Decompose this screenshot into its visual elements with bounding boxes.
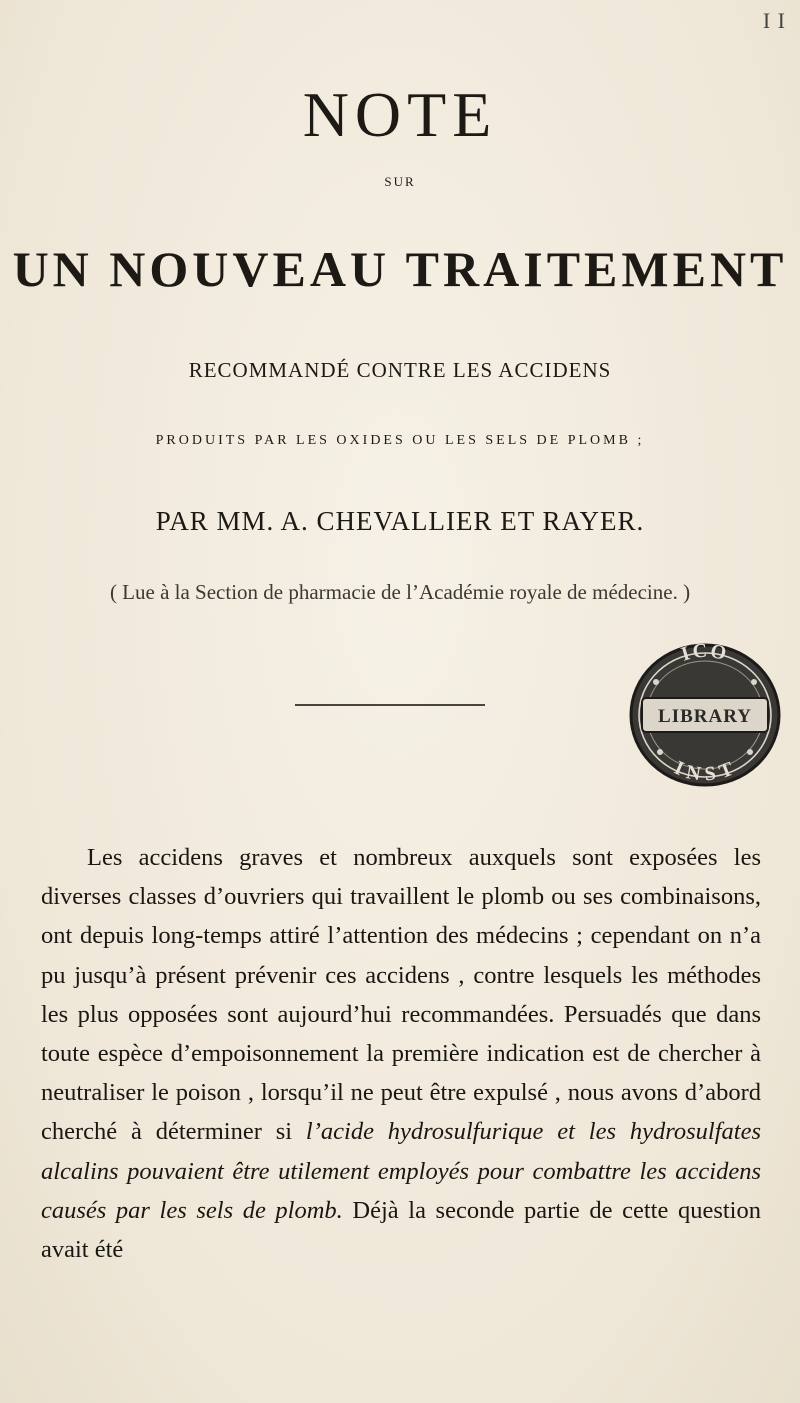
body-text-part2: Déjà la seconde partie de cette question avait été	[41, 1196, 761, 1264]
stamp-text-bottom: INST	[670, 756, 739, 786]
read-note: ( Lue à la Section de pharmacie de l’Académie royale de médecine. )	[109, 580, 691, 604]
body-italic-phrase: l’acide hydrosulfurique et les hydrosulfates alcalins pouvaient être utilement employés pour combattre les accidens causés par les sels de plomb.	[41, 1118, 761, 1224]
page-mark: I I	[762, 8, 786, 33]
authors-line: PAR MM. A. CHEVALLIER ET RAYER.	[155, 506, 645, 536]
body-text-part1: Les accidens graves et nombreux auxquels sont exposées les diverses classes d’ouvriers qui travaillent le plomb ou ses combinaisons, ont depuis long-temps attiré l’attention des médecins ; cependant on n’a pu jusqu’à présent prévenir ces accidens , contre lesquels les méthodes les plus opposées sont aujourd’hui recommandées. Persuadés que dans toute espèce d’empoisonnement la première indication est de chercher à neutraliser le poison , lorsqu’il ne peut être expulsé , nous avons d’abord cherché à déterminer si	[41, 844, 761, 1146]
main-title: UN NOUVEAU TRAITEMENT	[12, 241, 788, 297]
body-paragraph	[41, 838, 761, 1269]
library-stamp	[626, 640, 784, 790]
sur-label: SUR	[384, 174, 416, 189]
separator-rule	[295, 704, 485, 706]
subtitle-line-2: PRODUITS PAR LES OXIDES OU LES SELS DE PLOMB ;	[155, 433, 645, 448]
stamp-text-top: ICO	[678, 640, 731, 666]
subtitle-line-1: RECOMMANDÉ CONTRE LES ACCIDENS	[188, 358, 612, 382]
stamp-text-middle: LIBRARY	[658, 706, 752, 727]
note-heading: NOTE	[302, 79, 498, 150]
body-text	[41, 838, 761, 1269]
